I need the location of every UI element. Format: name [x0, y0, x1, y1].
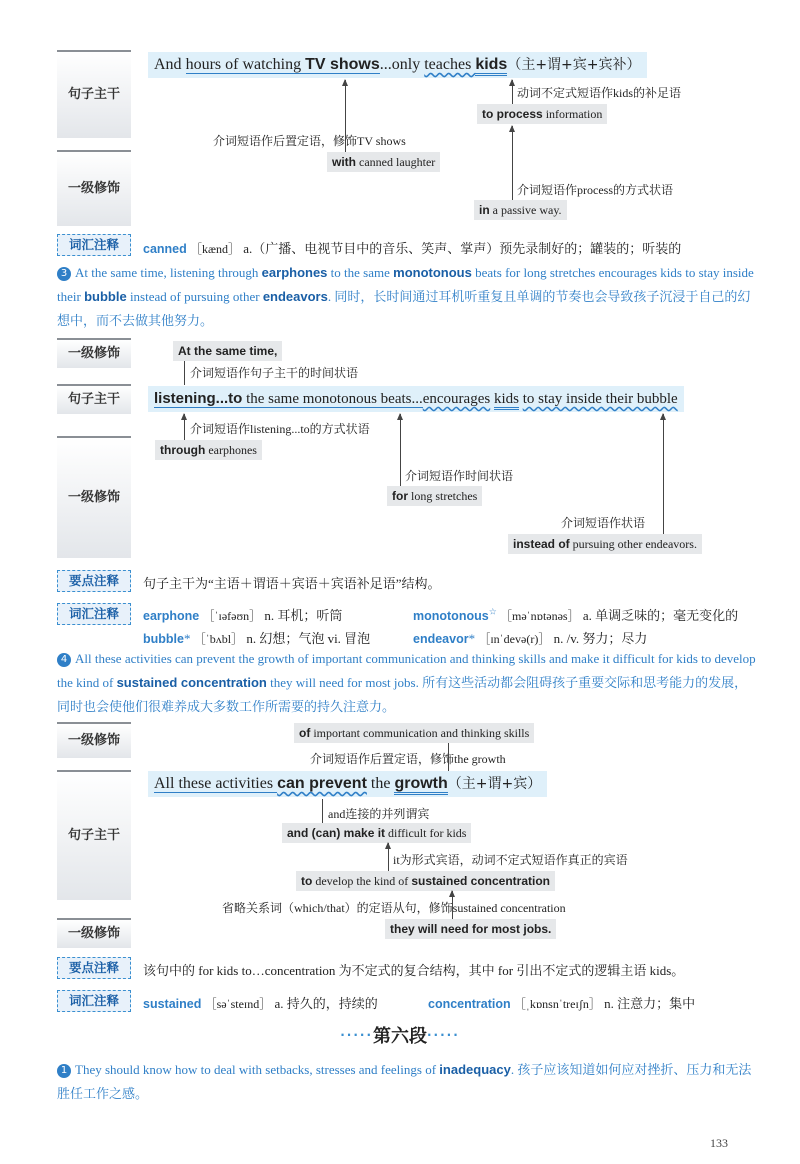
s1-note-manner: 介词短语作process的方式状语: [517, 183, 673, 197]
label-first-modifier-5: 一级修饰: [57, 918, 131, 948]
s2-arrow-for: [400, 414, 401, 486]
s2-vocab-bubble: bubble* ［ˈbʌbl］ n. 幻想；气泡 vi. 冒泡: [143, 631, 371, 646]
paragraph-4: 4 All these activities can prevent the growth of important communication and thinking skills and make it difficult for kids to develop the kind of sustained concentration they will need for most jobs. 所有这些活动都会阻碍孩子重要交际和思考能力的发展，同时也会使他们很难养成大多数工作所需要的持久注意力。: [57, 651, 756, 714]
s1-arrow-process: [512, 80, 513, 104]
s2-box-instead: instead of pursuing other endeavors.: [508, 534, 702, 554]
label-main-trunk-2: 句子主干: [57, 384, 131, 414]
s2-arrow-through: [184, 414, 185, 440]
s1-box-process: to process information: [477, 104, 607, 124]
s3-note-relative: 省略关系词（which/that）的定语从句，修饰sustained concentration: [222, 901, 566, 915]
decor-dots-right: ·····: [427, 1028, 460, 1042]
s2-vocab-earphone: earphone ［ˈɪəfəʊn］ n. 耳机；听筒: [143, 608, 343, 623]
s2-note-listening: 介词短语作listening...to的方式状语: [190, 422, 370, 436]
section-title: ·····第六段·····: [340, 1026, 460, 1047]
tag-vocab-2: 词汇注释: [57, 603, 131, 625]
s1-note-prep: 介词短语作后置定语，修饰TV shows: [213, 134, 406, 148]
s1-box-with: with canned laughter: [327, 152, 440, 172]
s2-line-at: [184, 361, 185, 385]
s2-box-at: At the same time,: [173, 341, 282, 361]
s3-arrow-to: [388, 843, 389, 871]
tag-key-points-2: 要点注释: [57, 957, 131, 979]
tag-key-points-1: 要点注释: [57, 570, 131, 592]
number-badge-3: 3: [57, 267, 71, 281]
s1-note-infinitive: 动词不定式短语作kids的补足语: [517, 86, 682, 100]
label-first-modifier-3: 一级修饰: [57, 436, 131, 558]
paragraph-6-1: 1 They should know how to deal with setbacks, stresses and feelings of inadequacy. 孩子应该知道如何应对挫折、压力和无法胜任工作之感。: [57, 1062, 752, 1101]
label-main-trunk-3: 句子主干: [57, 770, 131, 900]
s2-box-for: for long stretches: [387, 486, 482, 506]
s3-main-sentence: All these activities can prevent the growth（主+谓+宾）: [148, 771, 547, 797]
s2-vocab-endeavor: endeavor* ［ɪnˈdevə(r)］ n. /v. 努力；尽力: [413, 631, 648, 646]
label-main-trunk: 句子主干: [57, 50, 131, 138]
s2-main-sentence: listening...to the same monotonous beats...encourages kids to stay inside their bubble: [148, 386, 684, 412]
tag-vocab-1: 词汇注释: [57, 234, 131, 256]
label-first-modifier: 一级修饰: [57, 150, 131, 226]
s1-vocab-canned: canned ［kænd］ a.（广播、电视节目中的音乐、笑声、掌声）预先录制好的；罐装的；听装的: [143, 241, 682, 256]
s3-vocab-concentration: concentration ［ˌkɒnsnˈtreɪʃn］ n. 注意力；集中: [428, 996, 696, 1011]
label-first-modifier-4: 一级修饰: [57, 722, 131, 758]
s3-key-note: 该句中的 for kids to…concentration 为不定式的复合结构，其中 for 引出不定式的逻辑主语 kids。: [143, 963, 685, 978]
s3-line-and: [322, 799, 323, 823]
page-number: 133: [710, 1136, 728, 1150]
s2-arrow-instead: [663, 414, 664, 534]
s2-note-time: 介词短语作句子主干的时间状语: [190, 366, 359, 380]
s2-vocab-monotonous: monotonous☆ ［məˈnɒtənəs］ a. 单调乏味的；毫无变化的: [413, 606, 739, 623]
s3-line-of: [448, 743, 449, 771]
s2-key-note: 句子主干为“主语＋谓语＋宾语＋宾语补足语”结构。: [143, 576, 441, 591]
s1-box-in: in a passive way.: [474, 200, 567, 220]
s3-box-and: and (can) make it difficult for kids: [282, 823, 471, 843]
s2-box-through: through earphones: [155, 440, 262, 460]
s2-note-time2: 介词短语作时间状语: [405, 469, 514, 483]
s3-note-post: 介词短语作后置定语，修饰the growth: [310, 752, 506, 766]
s3-note-and: and连接的并列谓宾: [328, 807, 430, 821]
s1-main-sentence: And hours of watching TV shows...only teaches kids（主+谓+宾+宾补）: [148, 52, 647, 78]
number-badge-4: 4: [57, 653, 71, 667]
s3-box-of: of important communication and thinking skills: [294, 723, 534, 743]
paragraph-3: 3 At the same time, listening through earphones to the same monotonous beats for long stretches encourages kids to stay inside their bubble instead of pursuing other endeavors. 同时，长时间通过耳机听重复且单调的节奏也会导致孩子沉浸于自己的幻想中，而不去做其他努力。: [57, 265, 754, 328]
tag-vocab-3: 词汇注释: [57, 990, 131, 1012]
label-first-modifier-2: 一级修饰: [57, 338, 131, 368]
s2-note-adverbial: 介词短语作状语: [561, 516, 646, 530]
s1-arrow-in: [512, 126, 513, 200]
decor-dots-left: ·····: [340, 1028, 373, 1042]
s3-box-they: they will need for most jobs.: [385, 919, 556, 939]
s3-note-it: it为形式宾语，动词不定式短语作真正的宾语: [393, 853, 628, 867]
number-badge-1: 1: [57, 1064, 71, 1078]
s3-vocab-sustained: sustained ［səˈsteɪnd］ a. 持久的，持续的: [143, 996, 378, 1011]
s3-box-to: to develop the kind of sustained concentration: [296, 871, 555, 891]
